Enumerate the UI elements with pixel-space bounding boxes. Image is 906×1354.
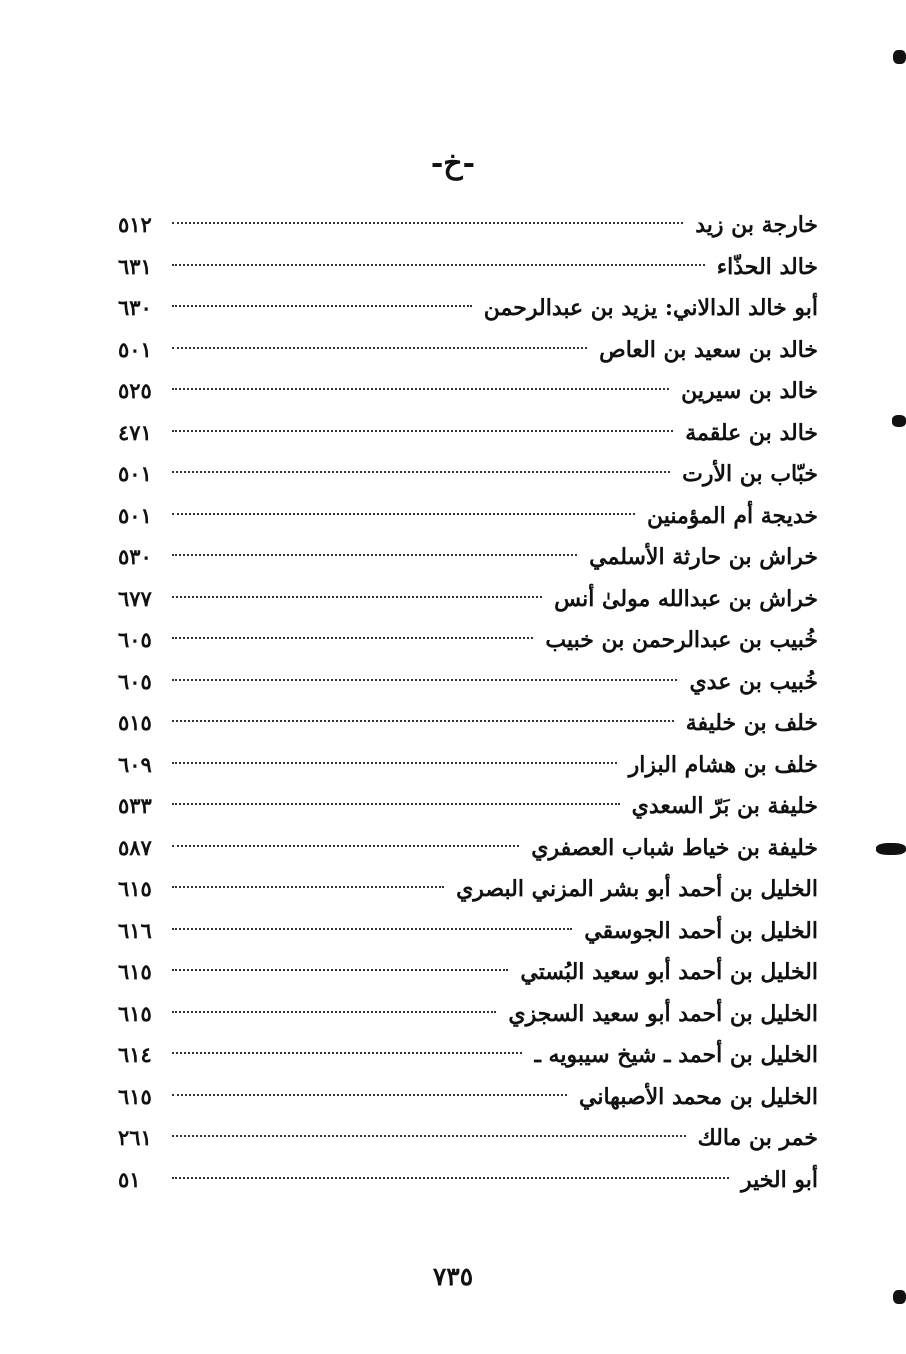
dot-leader — [172, 928, 572, 930]
scan-edge-mark — [892, 415, 906, 427]
entry-name: خالد الحذّاء — [716, 253, 818, 280]
entry-page-number: ٦١٤ — [118, 1042, 152, 1067]
dot-leader — [172, 637, 533, 639]
dot-leader — [172, 886, 444, 888]
entry-name: خراش بن عبدالله مولىٰ أنس — [554, 585, 818, 612]
index-entry — [118, 1076, 818, 1118]
index-entry — [118, 993, 818, 1035]
index-entry — [118, 370, 818, 412]
entry-page-number: ٥٨٧ — [118, 834, 152, 860]
index-entry — [118, 578, 818, 620]
dot-leader — [172, 679, 677, 681]
entry-name: الخليل بن أحمد أبو سعيد البُستي — [520, 959, 818, 985]
index-entry — [118, 329, 818, 371]
index-entry — [118, 1117, 818, 1159]
entry-page-number: ٦٧٧ — [118, 585, 152, 611]
dot-leader — [172, 388, 669, 390]
dot-leader — [172, 430, 673, 432]
dot-leader — [172, 762, 617, 764]
entry-page-number: ٥٠١ — [118, 336, 152, 362]
entry-name: الخليل بن أحمد أبو سعيد السجزي — [508, 1000, 818, 1027]
scan-edge-mark — [893, 50, 906, 64]
entry-page-number: ٥٣٠ — [118, 544, 152, 569]
scan-edge-mark — [893, 1290, 906, 1304]
dot-leader — [172, 264, 705, 266]
dot-leader — [172, 845, 519, 847]
dot-leader — [172, 803, 620, 805]
entry-name: خالد بن علقمة — [685, 419, 818, 446]
entry-page-number: ٥٠١ — [118, 502, 152, 528]
entry-name: الخليل بن أحمد الجوسقي — [584, 917, 818, 944]
dot-leader — [172, 554, 577, 556]
index-entries-list — [118, 204, 818, 1200]
index-entry — [118, 619, 818, 661]
index-entry — [118, 204, 818, 246]
entry-name: خليفة بن خياط شباب العصفري — [531, 834, 818, 861]
dot-leader — [172, 1177, 729, 1179]
index-entry — [118, 1159, 818, 1201]
entry-page-number: ٦١٥ — [118, 1000, 152, 1026]
entry-page-number: ٥٣٣ — [118, 793, 152, 818]
entry-page-number: ٢٦١ — [118, 1125, 152, 1150]
entry-name: خلف بن هشام البزار — [628, 751, 818, 778]
entry-page-number: ٦٣١ — [118, 253, 152, 279]
scan-edge-mark — [876, 843, 906, 855]
entry-name: الخليل بن محمد الأصبهاني — [579, 1083, 818, 1110]
entry-name: خلف بن خليفة — [685, 710, 818, 736]
dot-leader — [172, 1011, 496, 1013]
index-entry — [118, 495, 818, 537]
entry-page-number: ٦٠٥ — [118, 627, 152, 652]
index-entry — [118, 287, 818, 329]
dot-leader — [172, 969, 508, 971]
index-entry — [118, 246, 818, 288]
entry-name: خالد بن سعيد بن العاص — [599, 336, 818, 363]
entry-name: أبو الخير — [740, 1166, 818, 1193]
entry-name: الخليل بن أحمد ـ شيخ سيبويه ـ — [534, 1042, 818, 1068]
entry-page-number: ٥٢٥ — [118, 378, 152, 403]
dot-leader — [172, 596, 542, 598]
entry-page-number: ٦١٥ — [118, 876, 152, 901]
entry-name: خارجة بن زيد — [695, 212, 818, 238]
index-entry — [118, 951, 818, 993]
entry-page-number: ٦٠٩ — [118, 751, 152, 777]
entry-name: الخليل بن أحمد أبو بشر المزني البصري — [456, 876, 818, 902]
entry-name: خبّاب بن الأرت — [682, 461, 818, 487]
index-entry — [118, 868, 818, 910]
entry-page-number: ٥١٢ — [118, 212, 152, 237]
entry-name: خراش بن حارثة الأسلمي — [589, 544, 818, 570]
entry-page-number: ٦١٦ — [118, 917, 152, 943]
dot-leader — [172, 347, 587, 349]
entry-page-number: ٥٠١ — [118, 461, 152, 486]
entry-page-number: ٥١ — [118, 1166, 141, 1192]
entry-name: خليفة بن بَرّ السعدي — [631, 793, 818, 819]
entry-page-number: ٦١٥ — [118, 959, 152, 984]
entry-name: خالد بن سيرين — [681, 378, 818, 404]
entry-page-number: ٦١٥ — [118, 1083, 152, 1109]
entry-name: خمر بن مالك — [697, 1125, 818, 1151]
dot-leader — [172, 513, 635, 515]
dot-leader — [172, 1135, 686, 1137]
index-entry — [118, 661, 818, 703]
dot-leader — [172, 305, 472, 307]
section-letter-heading: -خ- — [430, 146, 476, 181]
dot-leader — [172, 720, 674, 722]
index-entry — [118, 744, 818, 786]
entry-name: خُبيب بن عبدالرحمن بن خبيب — [545, 627, 818, 653]
dot-leader — [172, 1052, 522, 1054]
index-entry — [118, 1034, 818, 1076]
index-entry — [118, 536, 818, 578]
entry-page-number: ٦٣٠ — [118, 295, 152, 320]
dot-leader — [172, 222, 683, 224]
index-entry — [118, 453, 818, 495]
dot-leader — [172, 471, 670, 473]
index-entry — [118, 412, 818, 454]
index-entry — [118, 827, 818, 869]
index-entry — [118, 910, 818, 952]
entry-page-number: ٦٠٥ — [118, 668, 152, 694]
index-entry — [118, 785, 818, 827]
entry-page-number: ٥١٥ — [118, 710, 152, 735]
entry-name: أبو خالد الدالاني: يزيد بن عبدالرحمن — [483, 295, 818, 321]
page-number: ٧٣٥ — [432, 1262, 474, 1291]
index-entry — [118, 702, 818, 744]
entry-name: خديجة أم المؤمنين — [646, 502, 818, 529]
entry-name: خُبيب بن عدي — [689, 668, 818, 695]
dot-leader — [172, 1094, 567, 1096]
entry-page-number: ٤٧١ — [118, 419, 152, 445]
